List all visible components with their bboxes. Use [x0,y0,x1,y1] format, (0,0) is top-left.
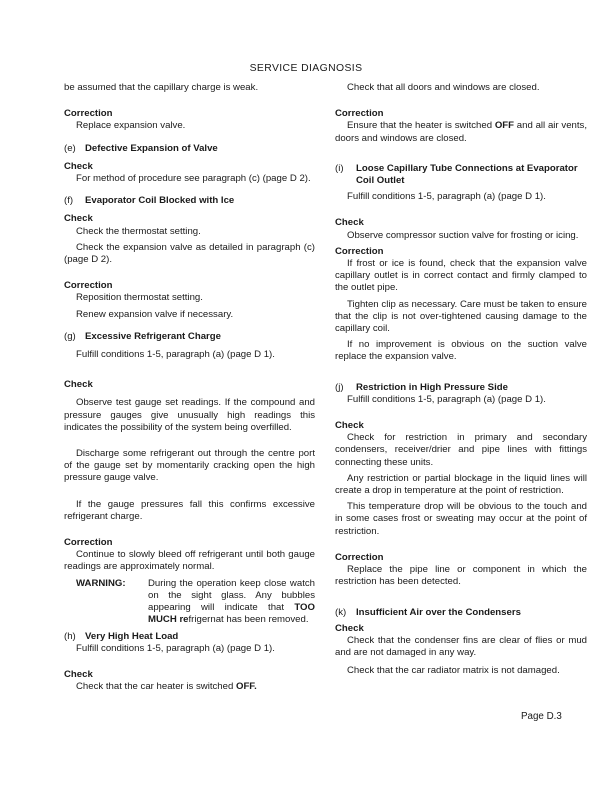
page-number: Page D.3 [521,711,562,722]
check-heading: Check [335,217,364,229]
paragraph: Discharge some refrigerant out through the centre port of the gauge set by momentarily cracking open the high pressure gauge valve. [64,448,315,484]
paragraph: Check the expansion valve as detailed in paragraph (c) (page D 2). [64,241,315,266]
paragraph-text: and all air vents, doors and windows are closed. [335,120,587,144]
paragraph: Check that the condenser fins are clear of flies or mud and are not damaged in any way. [335,634,587,659]
section-label: (k) [335,606,347,618]
correction-heading: Correction [335,108,384,120]
paragraph: Fulfill conditions 1-5, paragraph (a) (page D 1). [76,349,275,361]
paragraph [335,120,587,144]
section-label: (i) [335,162,344,174]
warning-block [76,578,315,627]
paragraph: Check for restriction in primary and secondary condensers, receiver/drier and pipe lines with fittings connecting these units. [335,432,587,468]
paragraph: Fulfill conditions 1-5, paragraph (a) (page D 1). [347,191,546,203]
correction-heading: Correction [335,551,384,563]
paragraph: Observe compressor suction valve for frosting or icing. [347,229,579,241]
check-heading: Check [335,622,364,634]
paragraph: Replace the pipe line or component in which the restriction has been detected. [335,564,587,588]
warning-text-part: During the operation keep close watch on the sight glass. Any bubbles appearing will indicate that [148,577,315,614]
paragraph-emphasis: OFF [494,120,515,132]
warning-text [148,578,315,627]
section-label: (f) [64,195,74,207]
section-heading-k [335,607,587,619]
section-heading-j [335,382,587,394]
paragraph: Fulfill conditions 1-5, paragraph (a) (page D 1). [76,642,275,654]
paragraph: Renew expansion valve if necessary. [76,308,234,320]
paragraph: Reposition thermostat setting. [76,292,203,304]
check-heading: Check [64,160,93,172]
section-title: Defective Expansion of Valve [85,142,218,154]
check-heading: Check [64,213,93,225]
section-title: Restriction in High Pressure Side [356,381,508,393]
section-title: Very High Heat Load [85,630,179,642]
paragraph: Check that the car radiator matrix is not damaged. [347,665,560,677]
paragraph: If frost or ice is found, check that the expansion valve capillary outlet is in correct contact and firmly clamped to the outlet pipe. [335,258,587,294]
paragraph: If no improvement is obvious on the suction valve replace the expansion valve. [335,339,587,363]
paragraph: be assumed that the capillary charge is weak. [64,82,259,93]
right-column [335,82,587,678]
section-heading-h [64,631,315,643]
correction-heading: Correction [64,108,113,120]
paragraph-emphasis: OFF. [235,681,257,693]
section-title: Evaporator Coil Blocked with Ice [85,195,235,207]
section-title: Insufficient Air over the Condensers [356,606,521,618]
check-heading: Check [335,420,364,432]
section-label: (g) [64,330,76,342]
section-title: Loose Capillary Tube Connections at Evaporator Coil Outlet [356,162,578,187]
section-heading-e [64,143,315,155]
check-heading: Check [64,668,93,680]
paragraph-text: Check that the car heater is switched [76,681,236,693]
check-heading: Check [64,379,93,391]
paragraph: Tighten clip as necessary. Care must be taken to ensure that the clip is not over-tightened causing damage to the capillary coil. [335,298,587,335]
warning-label: WARNING: [76,577,126,589]
section-heading-g [64,331,315,343]
correction-heading: Correction [64,280,113,292]
section-heading-i [335,163,587,187]
paragraph: If the gauge pressures fall this confirms excessive refrigerant charge. [64,498,315,522]
left-column [64,82,315,693]
paragraph: Observe test gauge set readings. If the compound and pressure gauges give unusually high readings this indicates the possibility of the system being overfilled. [64,397,315,433]
correction-heading: Correction [335,245,384,257]
paragraph: This temperature drop will be obvious to the touch and in some cases frost or sweating may occur at the point of restriction. [335,501,587,537]
paragraph: Continue to slowly bleed off refrigerant until both gauge readings are approximately normal. [64,549,315,573]
correction-heading: Correction [64,537,113,549]
warning-text-part: frigernat has been removed. [188,614,309,626]
paragraph-text: Ensure that the heater is switched [347,120,495,132]
section-label: (e) [64,142,76,154]
paragraph: For method of procedure see paragraph (c) (page D 2). [76,173,311,185]
paragraph: Fulfill conditions 1-5, paragraph (a) (page D 1). [347,393,546,405]
section-title: Excessive Refrigerant Charge [85,330,221,342]
section-label: (h) [64,630,76,642]
section-heading-f [64,195,315,207]
paragraph [64,681,315,693]
paragraph: Check that all doors and windows are closed. [347,82,540,93]
section-label: (j) [335,381,344,393]
page-title: SERVICE DIAGNOSIS [249,63,363,74]
warning-emphasis: TOO MUCH re [148,602,315,626]
paragraph: Check the thermostat setting. [76,225,201,237]
paragraph: Any restriction or partial blockage in the liquid lines will create a drop in temperature at the point of restriction. [335,472,587,497]
paragraph: Replace expansion valve. [76,120,186,132]
